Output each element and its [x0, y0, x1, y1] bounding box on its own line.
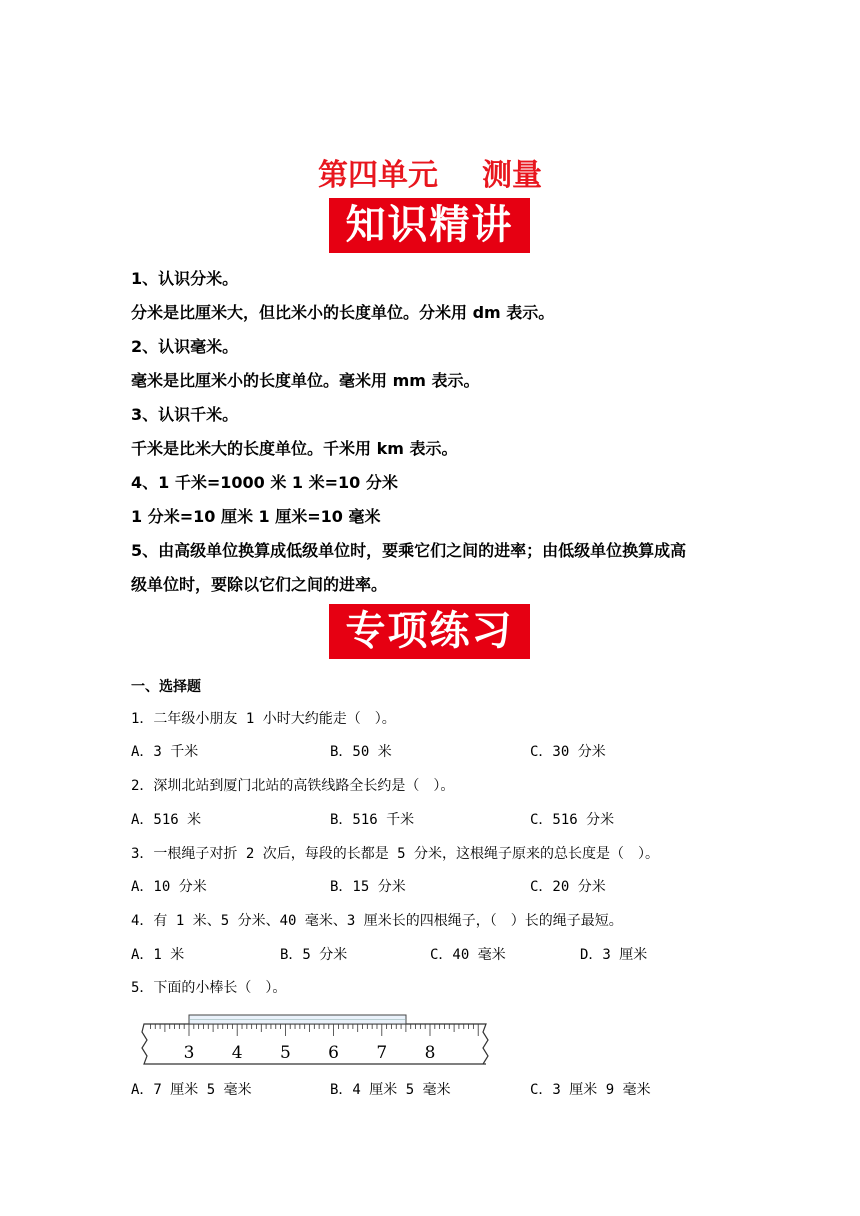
practice-banner: 专项练习 — [329, 604, 530, 659]
option-b: B．5 分米 — [280, 947, 348, 963]
ruler-label: 4 — [231, 1043, 243, 1063]
question-stem: 2．深圳北站到厦门北站的高铁线路全长约是（ ）。 — [131, 778, 455, 794]
knowledge-point: 毫米是比厘米小的长度单位。毫米用 mm 表示。 — [131, 371, 480, 390]
ruler-label: 7 — [376, 1043, 388, 1063]
option-a: A．516 米 — [131, 812, 202, 828]
ruler-illustration — [138, 1010, 492, 1070]
knowledge-point: 5、由高级单位换算成低级单位时，要乘它们之间的进率；由低级单位换算成高 — [131, 541, 687, 560]
knowledge-point: 千米是比米大的长度单位。千米用 km 表示。 — [131, 439, 458, 458]
option-b: B．516 千米 — [330, 812, 415, 828]
ruler-label: 5 — [279, 1043, 291, 1063]
unit-topic: 测量 — [482, 158, 542, 193]
option-b: B．4 厘米 5 毫米 — [330, 1082, 451, 1098]
option-c: C．40 毫米 — [430, 947, 506, 963]
knowledge-point: 3、认识千米。 — [131, 405, 239, 424]
knowledge-point: 1 分米=10 厘米 1 厘米=10 毫米 — [131, 507, 381, 526]
ruler-label: 6 — [328, 1043, 340, 1063]
option-c: C．20 分米 — [530, 879, 606, 895]
page-title — [0, 150, 860, 194]
option-b: B．50 米 — [330, 744, 392, 760]
knowledge-point: 4、1 千米=1000 米 1 米=10 分米 — [131, 473, 398, 492]
ruler-label: 8 — [424, 1043, 436, 1063]
question-stem: 1．二年级小朋友 1 小时大约能走（ ）。 — [131, 711, 396, 727]
knowledge-point: 2、认识毫米。 — [131, 337, 239, 356]
question-stem: 4．有 1 米、5 分米、40 毫米、3 厘米长的四根绳子，（ ）长的绳子最短。 — [131, 913, 623, 929]
question-stem: 3．一根绳子对折 2 次后，每段的长都是 5 分米，这根绳子原来的总长度是（ ）。 — [131, 846, 659, 862]
option-a: A．3 千米 — [131, 744, 199, 760]
knowledge-banner: 知识精讲 — [329, 198, 530, 253]
option-c: C．516 分米 — [530, 812, 615, 828]
option-a: A．10 分米 — [131, 879, 207, 895]
knowledge-point: 分米是比厘米大，但比米小的长度单位。分米用 dm 表示。 — [131, 303, 555, 322]
question-stem: 5．下面的小棒长（ ）。 — [131, 980, 287, 996]
option-a: A．7 厘米 5 毫米 — [131, 1082, 252, 1098]
section-title: 一、选择题 — [131, 679, 201, 695]
knowledge-point: 1、认识分米。 — [131, 269, 239, 288]
option-d: D．3 厘米 — [580, 947, 648, 963]
ruler-label: 3 — [183, 1043, 195, 1063]
knowledge-point: 级单位时，要除以它们之间的进率。 — [131, 575, 388, 594]
option-c: C．30 分米 — [530, 744, 606, 760]
option-a: A．1 米 — [131, 947, 185, 963]
unit-number: 第四单元 — [318, 158, 438, 193]
option-b: B．15 分米 — [330, 879, 406, 895]
option-c: C．3 厘米 9 毫米 — [530, 1082, 651, 1098]
